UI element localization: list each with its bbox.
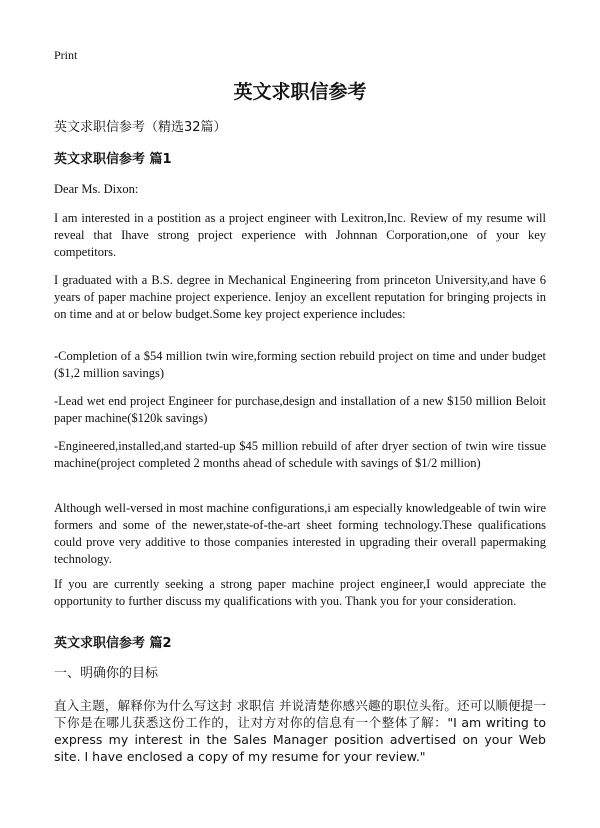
document-subtitle: 英文求职信参考（精选32篇） [54,120,227,135]
section-heading-1: 英文求职信参考 篇1 [54,152,172,167]
letter-paragraph: I graduated with a B.S. degree in Mechanical Engineering from princeton University,and have 6 years of paper machine project experience. Ienjoy an excellent reputation for bringing projects in on time and at or below budget.Some key project experience includes: [54,273,546,321]
section-heading-2: 英文求职信参考 篇2 [54,636,172,651]
experience-item: -Lead wet end project Engineer for purchase,design and installation of a new $150 million Beloit paper machine($120k savings) [54,394,546,425]
letter-greeting: Dear Ms. Dixon: [54,182,139,196]
document-title: 英文求职信参考 [233,81,367,103]
letter-paragraph: If you are currently seeking a strong paper machine project engineer,I would appreciate the opportunity to further discuss my qualifications with you. Thank you for your consideration. [54,577,546,608]
letter-paragraph: I am interested in a postition as a project engineer with Lexitron,Inc. Review of my resume will reveal that Ihave strong project experience with Johnnan Corporation,one of your key competitors. [54,211,546,259]
letter-paragraph: Although well-versed in most machine configurations,i am especially knowledgeable of twin wire formers and some of the newer,state-of-the-art sheet forming technology.These qualifications could prove very additive to those companies interested in upgrading their overall papermaking technology. [54,501,546,566]
experience-item: -Engineered,installed,and started-up $45 million rebuild of after dryer section of twin wire tissue machine(project completed 2 months ahead of schedule with savings of $1/2 million) [54,439,546,470]
section-subheading: 一、明确你的目标 [54,666,159,681]
print-link[interactable]: Print [54,48,78,62]
experience-item: -Completion of a $54 million twin wire,forming section rebuild project on time and under budget ($1,2 million savings) [54,349,546,380]
letter-paragraph: 直入主题，解释你为什么写这封 求职信 并说清楚你感兴趣的职位头衔。还可以顺便提一下你是在哪儿获悉这份工作的，让对方对你的信息有一个整体了解："I am writing to express my interest in the Sales Manager position advertised on your Web site. I have enclosed a copy of my resume for your review." [54,698,546,764]
